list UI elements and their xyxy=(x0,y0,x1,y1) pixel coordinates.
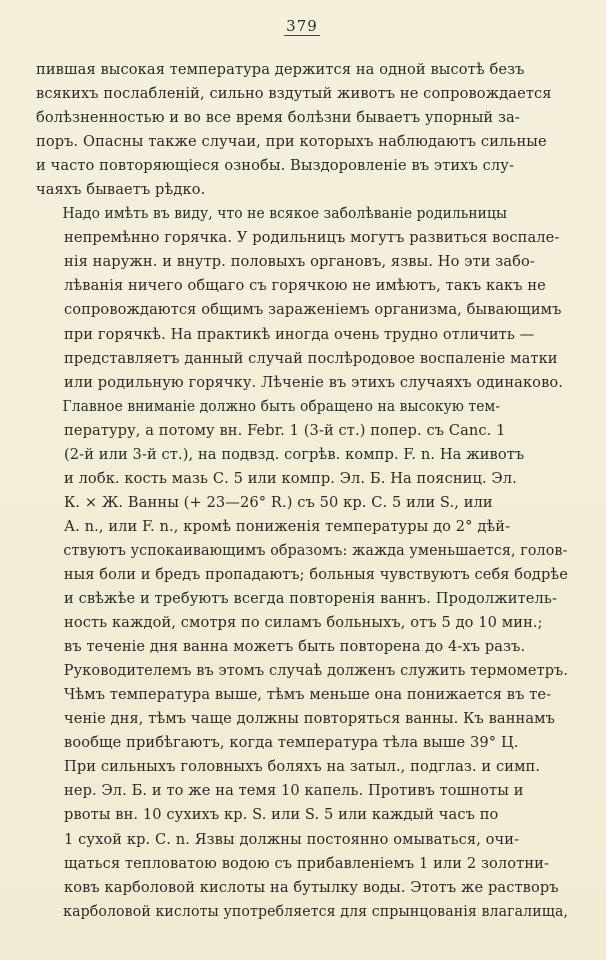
text-line: чаяхъ бываетъ рѣдко. xyxy=(36,181,206,199)
page-number-header xyxy=(36,14,568,38)
text-line: при горячкѣ. На практикѣ иногда очень трудно отличить — xyxy=(64,325,535,343)
text-line: нер. Эл. Б. и то же на темя 10 капель. Противъ тошноты и xyxy=(64,782,524,800)
text-line: представляетъ данный случай послѣродовое воспаленіе матки xyxy=(64,349,558,367)
text-line: всякихъ послабленій, сильно вздутый животъ не сопровождается xyxy=(36,85,552,103)
paragraph xyxy=(36,58,568,202)
text-line: сопровождаются общимъ зараженіемъ организма, бывающимъ xyxy=(64,301,562,319)
paragraph xyxy=(36,395,568,924)
text-line: ченіе дня, тѣмъ чаще должны повторяться ванны. Къ ваннамъ xyxy=(64,710,556,728)
text-line: Чѣмъ температура выше, тѣмъ меньше она понижается въ те- xyxy=(64,686,552,704)
text-line: пившая высокая температура держится на одной высотѣ безъ xyxy=(36,61,525,78)
text-line: ныя боли и бредъ пропадаютъ; больныя чувствуютъ себя бодрѣе xyxy=(63,565,568,583)
text-line: карболовой кислоты употребляется для спрынцованія влагалища, xyxy=(63,902,569,920)
text-line: поръ. Опасны также случаи, при которыхъ наблюдаютъ сильные xyxy=(36,133,547,151)
paragraph xyxy=(36,202,568,394)
text-line: щаться тепловатою водою съ прибавленіемъ 1 или 2 золотни- xyxy=(64,854,550,872)
text-line: рвоты вн. 10 сухихъ кр. S. или S. 5 или каждый часъ по xyxy=(64,806,499,824)
text-line: и часто повторяющіеся ознобы. Выздоровленіе въ этихъ слу- xyxy=(36,157,514,175)
text-line: (2-й или 3-й ст.), на подвзд. согрѣв. компр. F. n. На животъ xyxy=(64,445,525,463)
text-line: ность каждой, смотря по силамъ больныхъ, отъ 5 до 10 мин.; xyxy=(64,614,543,632)
text-line: ковъ карболовой кислоты на бутылку воды. Этотъ же растворъ xyxy=(64,878,559,896)
text-line: К. × Ж. Ванны (+ 23—26° R.) съ 50 кр. С. 5 или S., или xyxy=(64,493,493,511)
text-line: непремѣнно горячка. У родильницъ могутъ развиться воспале- xyxy=(64,229,560,247)
page-number: 379 xyxy=(286,17,318,35)
text-line: въ теченіе дня ванна можетъ быть повторена до 4-хъ разъ. xyxy=(64,638,526,656)
text-line: болѣзненностью и во все время болѣзни бываетъ упорный за- xyxy=(36,109,520,127)
text-line: Надо имѣть въ виду, что не всякое заболѣваніе родильницы xyxy=(62,205,508,223)
text-line: нія наружн. и внутр. половыхъ органовъ, язвы. Но эти забо- xyxy=(64,253,535,271)
text-line: 1 сухой кр. С. n. Язвы должны постоянно омываться, очи- xyxy=(64,830,520,848)
text-line: или родильную горячку. Лѣченіе въ этихъ случаяхъ одинаково. xyxy=(64,373,564,391)
text-line: вообще прибѣгаютъ, когда температура тѣла выше 39° Ц. xyxy=(64,734,519,752)
text-line: Главное вниманіе должно быть обращено на высокую тем- xyxy=(62,397,501,415)
text-line: лѣванія ничего общаго съ горячкою не имѣютъ, такъ какъ не xyxy=(64,277,546,295)
text-line: и свѣжѣе и требуютъ всегда повторенія ваннъ. Продолжитель- xyxy=(64,590,557,608)
text-line: ствуютъ успокаивающимъ образомъ: жажда уменьшается, голов- xyxy=(63,541,568,559)
body-text xyxy=(36,58,568,924)
text-line: и лобк. кость мазь С. 5 или компр. Эл. Б. На поясниц. Эл. xyxy=(64,469,517,487)
text-line: При сильныхъ головныхъ боляхъ на затыл., подглаз. и симп. xyxy=(64,758,541,776)
text-line: Руководителемъ въ этомъ случаѣ долженъ служить термометръ. xyxy=(63,662,569,680)
text-line: пературу, а потому вн. Febr. 1 (3-й ст.) попер. съ Canc. 1 xyxy=(64,421,506,439)
text-line: А. n., или F. n., кромѣ пониженія температуры до 2° дѣй- xyxy=(64,517,511,535)
